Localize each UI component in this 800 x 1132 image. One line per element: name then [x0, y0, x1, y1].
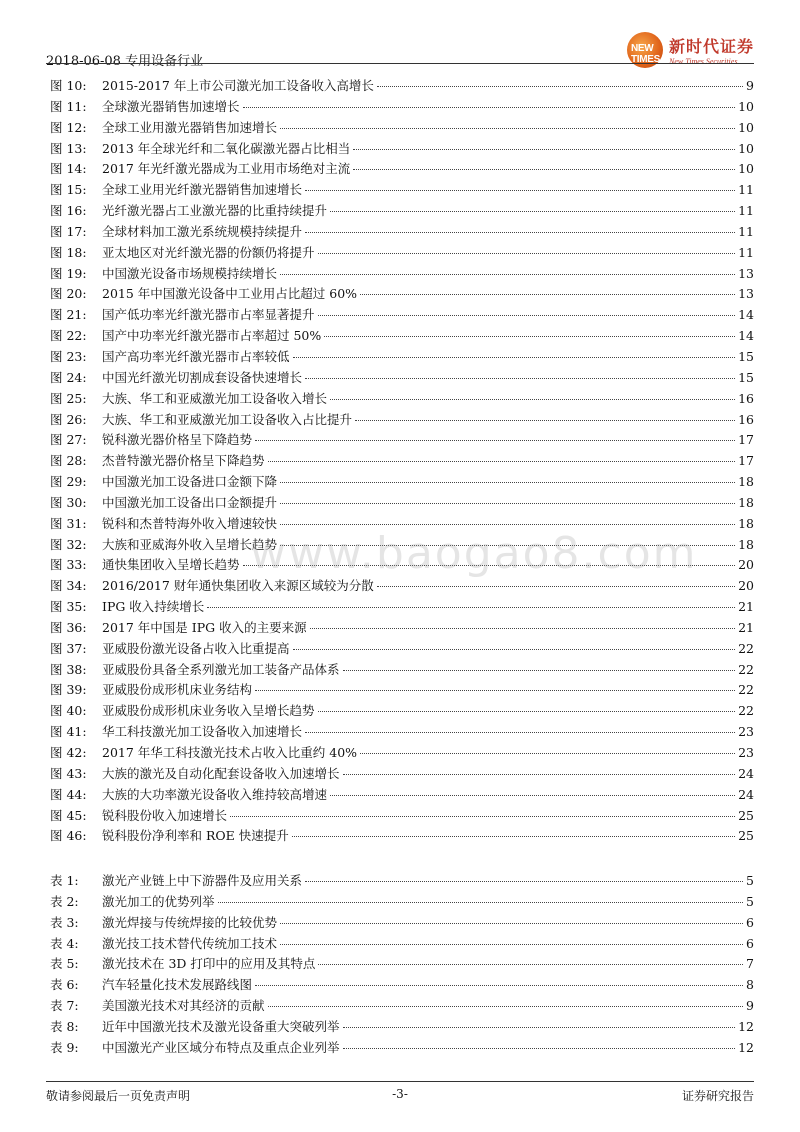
- entry-page-number: 18: [738, 515, 754, 531]
- dot-leader: [377, 586, 735, 587]
- entry-title: 光纤激光器占工业激光器的比重持续提升: [102, 203, 328, 219]
- entry-title: 2013 年全球光纤和二氧化碳激光器占比相当: [102, 140, 351, 156]
- entry-title: 2017 年光纤激光器成为工业用市场绝对主流: [102, 161, 351, 177]
- table-entry[interactable]: [50, 996, 754, 1017]
- entry-page-number: 9: [746, 998, 754, 1014]
- dot-leader: [355, 420, 735, 421]
- dot-leader: [343, 1048, 736, 1049]
- table-entry[interactable]: [50, 1017, 754, 1038]
- entry-label: 图 18:: [50, 244, 87, 260]
- figure-entry[interactable]: [50, 722, 754, 743]
- entry-title: 锐科股份净利率和 ROE 快速提升: [102, 828, 289, 844]
- figure-entry[interactable]: [50, 305, 754, 326]
- dot-leader: [343, 774, 736, 775]
- figure-entry[interactable]: [50, 222, 754, 243]
- entry-label: 图 38:: [50, 661, 87, 677]
- entry-title: 美国激光技术对其经济的贡献: [102, 998, 265, 1014]
- dot-leader: [293, 649, 736, 650]
- entry-label: 图 11:: [50, 98, 87, 114]
- entry-page-number: 11: [738, 223, 754, 239]
- dot-leader: [305, 732, 735, 733]
- figure-entry[interactable]: [50, 97, 754, 118]
- dot-leader: [268, 461, 736, 462]
- logo-chinese-name: 新时代证券: [668, 37, 754, 56]
- dot-leader: [330, 211, 735, 212]
- entry-page-number: 12: [738, 1018, 754, 1034]
- figure-entry[interactable]: [50, 159, 754, 180]
- entry-page-number: 22: [738, 640, 754, 656]
- entry-page-number: 11: [738, 203, 754, 219]
- entry-page-number: 18: [738, 494, 754, 510]
- dot-leader: [255, 440, 735, 441]
- report-type: 证券研究报告: [681, 1089, 754, 1103]
- entry-title: 华工科技激光加工设备收入加速增长: [102, 724, 303, 740]
- entry-page-number: 14: [738, 328, 754, 344]
- entry-page-number: 18: [738, 474, 754, 490]
- entry-label: 图 12:: [50, 119, 87, 135]
- dot-leader: [324, 336, 735, 337]
- entry-title: 全球材料加工激光系统规模持续提升: [102, 223, 303, 239]
- figure-entry[interactable]: [50, 764, 754, 785]
- entry-page-number: 7: [746, 956, 754, 972]
- entry-page-number: 16: [738, 390, 754, 406]
- entry-title: 锐科股份收入加速增长: [102, 807, 228, 823]
- figure-entry[interactable]: [50, 410, 754, 431]
- entry-label: 图 46:: [50, 828, 87, 844]
- entry-page-number: 24: [738, 786, 754, 802]
- entry-title: 激光产业链上中下游器件及应用关系: [102, 873, 303, 888]
- entry-page-number: 21: [738, 599, 754, 615]
- dot-leader: [230, 816, 735, 817]
- dot-leader: [353, 169, 735, 170]
- entry-page-number: 17: [738, 453, 754, 469]
- entry-title: 国产低功率光纤激光器市占率显著提升: [102, 307, 315, 323]
- entry-page-number: 13: [738, 265, 754, 281]
- dot-leader: [268, 1006, 744, 1007]
- entry-label: 图 10:: [50, 78, 87, 93]
- entry-title: 中国激光加工设备出口金额提升: [102, 494, 278, 510]
- dot-leader: [305, 378, 735, 379]
- entry-title: 国产中功率光纤激光器市占率超过 50%: [102, 328, 322, 344]
- entry-title: 国产高功率光纤激光器市占率较低: [102, 348, 290, 364]
- entry-label: 图 34:: [50, 578, 87, 594]
- report-date-industry: 2018-06-08 专用设备行业: [46, 54, 204, 69]
- figure-entry[interactable]: [50, 430, 754, 451]
- figure-entry[interactable]: [50, 76, 754, 97]
- entry-label: 表 5:: [50, 956, 79, 972]
- figure-entry[interactable]: [50, 597, 754, 618]
- entry-page-number: 6: [746, 914, 754, 930]
- table-entry[interactable]: [50, 871, 754, 892]
- entry-label: 图 19:: [50, 265, 87, 281]
- entry-title: 激光焊接与传统焊接的比较优势: [102, 914, 278, 930]
- entry-page-number: 14: [738, 307, 754, 323]
- entry-label: 图 20:: [50, 286, 87, 302]
- entry-label: 图 24:: [50, 369, 87, 385]
- figure-entry[interactable]: [50, 347, 754, 368]
- watermark: www.baogao8.com: [250, 528, 698, 579]
- entry-title: 2017 年华工科技激光技术占收入比重约 40%: [102, 745, 358, 760]
- entry-label: 表 7:: [50, 998, 79, 1014]
- figure-entry[interactable]: [50, 472, 754, 493]
- entry-page-number: 22: [738, 682, 754, 698]
- table-entry[interactable]: [50, 934, 754, 955]
- figure-entry[interactable]: [50, 180, 754, 201]
- dot-leader: [318, 964, 743, 965]
- entry-page-number: 18: [738, 536, 754, 552]
- dot-leader: [218, 902, 744, 903]
- entry-title: 亚太地区对光纤激光器的份额仍将提升: [102, 244, 315, 260]
- entry-label: 表 2:: [50, 893, 79, 909]
- entry-title: 亚威股份成形机床业务结构: [102, 682, 253, 698]
- dot-leader: [310, 628, 736, 629]
- dot-leader: [330, 399, 735, 400]
- entry-title: 锐科激光器价格呈下降趋势: [102, 432, 253, 448]
- dot-leader: [377, 86, 743, 87]
- entry-page-number: 13: [738, 286, 754, 302]
- entry-label: 图 37:: [50, 640, 87, 656]
- table-index-list: [50, 871, 754, 1059]
- page-number: -3-: [392, 1087, 408, 1101]
- figure-entry[interactable]: [50, 785, 754, 806]
- entry-page-number: 16: [738, 411, 754, 427]
- entry-title: 中国激光加工设备进口金额下降: [102, 474, 278, 490]
- figure-entry[interactable]: [50, 493, 754, 514]
- entry-label: 图 39:: [50, 682, 87, 698]
- dot-leader: [360, 753, 735, 754]
- entry-label: 图 27:: [50, 432, 87, 448]
- dot-leader: [343, 670, 736, 671]
- entry-label: 表 8:: [50, 1018, 79, 1034]
- dot-leader: [255, 690, 735, 691]
- entry-label: 图 36:: [50, 619, 87, 635]
- entry-page-number: 11: [738, 244, 754, 260]
- entry-label: 图 16:: [50, 203, 87, 219]
- footer-divider: [46, 1081, 754, 1082]
- entry-title: IPG 收入持续增长: [102, 599, 205, 615]
- dot-leader: [207, 607, 735, 608]
- entry-title: 激光技工技术替代传统加工技术: [102, 935, 278, 951]
- entry-title: 大族的激光及自动化配套设备收入加速增长: [102, 765, 340, 781]
- entry-title: 通快集团收入呈增长趋势: [102, 557, 240, 573]
- entry-label: 表 3:: [50, 914, 79, 930]
- entry-label: 表 6:: [50, 977, 79, 993]
- entry-label: 图 29:: [50, 474, 87, 490]
- entry-title: 2015 年中国激光设备中工业用占比超过 60%: [102, 286, 358, 302]
- entry-page-number: 9: [746, 78, 754, 93]
- dot-leader: [318, 711, 736, 712]
- entry-label: 表 4:: [50, 935, 79, 951]
- dot-leader: [318, 253, 736, 254]
- entry-page-number: 11: [738, 182, 754, 198]
- entry-page-number: 15: [738, 348, 754, 364]
- entry-page-number: 15: [738, 369, 754, 385]
- figure-entry[interactable]: [50, 660, 754, 681]
- figure-entry[interactable]: [50, 326, 754, 347]
- dot-leader: [330, 795, 735, 796]
- entry-label: 图 43:: [50, 765, 87, 781]
- entry-label: 图 21:: [50, 307, 87, 323]
- entry-title: 亚威股份具备全系列激光加工装备产品体系: [102, 661, 340, 677]
- entry-label: 表 1:: [50, 873, 79, 888]
- figure-entry[interactable]: [50, 680, 754, 701]
- dot-leader: [280, 482, 735, 483]
- entry-label: 图 32:: [50, 536, 87, 552]
- table-entry[interactable]: [50, 954, 754, 975]
- entry-title: 2015-2017 年上市公司激光加工设备收入高增长: [102, 78, 374, 93]
- entry-page-number: 23: [738, 724, 754, 740]
- entry-title: 大族的大功率激光设备收入维持较高增速: [102, 786, 328, 802]
- figure-entry[interactable]: [50, 139, 754, 160]
- figure-entry[interactable]: [50, 264, 754, 285]
- entry-title: 2017 年中国是 IPG 收入的主要来源: [102, 619, 307, 635]
- entry-page-number: 10: [738, 140, 754, 156]
- entry-page-number: 8: [746, 977, 754, 993]
- entry-page-number: 5: [746, 893, 754, 909]
- figure-entry[interactable]: [50, 576, 754, 597]
- entry-title: 中国激光设备市场规模持续增长: [102, 265, 278, 281]
- entry-label: 图 40:: [50, 703, 87, 719]
- figure-entry[interactable]: [50, 639, 754, 660]
- entry-title: 近年中国激光技术及激光设备重大突破列举: [102, 1018, 340, 1034]
- table-entry[interactable]: [50, 975, 754, 996]
- entry-title: 亚威股份成形机床业务收入呈增长趋势: [102, 703, 315, 719]
- logo-english-name: New Times Securities: [668, 57, 738, 66]
- entry-page-number: 22: [738, 661, 754, 677]
- disclaimer-note: 敬请参阅最后一页免责声明: [46, 1089, 191, 1103]
- entry-label: 图 26:: [50, 411, 87, 427]
- entry-title: 全球工业用光纤激光器销售加速增长: [102, 182, 303, 198]
- dot-leader: [305, 190, 735, 191]
- dot-leader: [360, 294, 735, 295]
- entry-page-number: 10: [738, 161, 754, 177]
- entry-title: 大族和亚威海外收入呈增长趋势: [102, 536, 278, 552]
- entry-label: 图 14:: [50, 161, 87, 177]
- entry-label: 图 35:: [50, 599, 87, 615]
- figure-entry[interactable]: [50, 618, 754, 639]
- entry-label: 图 44:: [50, 786, 87, 802]
- figure-entry[interactable]: [50, 389, 754, 410]
- entry-label: 图 41:: [50, 724, 87, 740]
- dot-leader: [293, 357, 736, 358]
- dot-leader: [318, 315, 736, 316]
- entry-title: 杰普特激光器价格呈下降趋势: [102, 453, 265, 469]
- entry-title: 汽车轻量化技术发展路线图: [102, 977, 253, 993]
- entry-title: 全球激光器销售加速增长: [102, 98, 240, 114]
- entry-label: 图 22:: [50, 328, 87, 344]
- figure-entry[interactable]: [50, 451, 754, 472]
- entry-label: 图 28:: [50, 453, 87, 469]
- entry-page-number: 5: [746, 873, 754, 888]
- entry-title: 大族、华工和亚威激光加工设备收入占比提升: [102, 411, 353, 427]
- entry-label: 表 9:: [50, 1039, 79, 1055]
- entry-label: 图 33:: [50, 557, 87, 573]
- entry-title: 中国激光产业区域分布特点及重点企业列举: [102, 1039, 340, 1055]
- figure-entry[interactable]: [50, 118, 754, 139]
- entry-title: 全球工业用激光器销售加速增长: [102, 119, 278, 135]
- entry-page-number: 20: [738, 578, 754, 594]
- table-entry[interactable]: [50, 892, 754, 913]
- entry-title: 激光加工的优势列举: [102, 893, 215, 909]
- dot-leader: [305, 881, 743, 882]
- entry-label: 图 25:: [50, 390, 87, 406]
- dot-leader: [280, 524, 735, 525]
- logo-emblem-icon: NEW TIMES: [627, 32, 663, 68]
- entry-label: 图 30:: [50, 494, 87, 510]
- dot-leader: [280, 503, 735, 504]
- dot-leader: [305, 232, 735, 233]
- entry-title: 大族、华工和亚威激光加工设备收入增长: [102, 390, 328, 406]
- entry-page-number: 10: [738, 119, 754, 135]
- entry-label: 图 13:: [50, 140, 87, 156]
- entry-page-number: 17: [738, 432, 754, 448]
- table-entry[interactable]: [50, 1038, 754, 1059]
- figure-index-list: [50, 76, 754, 847]
- figure-entry[interactable]: [50, 806, 754, 827]
- entry-title: 锐科和杰普特海外收入增速较快: [102, 515, 278, 531]
- entry-label: 图 31:: [50, 515, 87, 531]
- dot-leader: [280, 923, 743, 924]
- figure-entry[interactable]: [50, 243, 754, 264]
- page-footer: [46, 1087, 754, 1105]
- entry-label: 图 17:: [50, 223, 87, 239]
- entry-page-number: 23: [738, 745, 754, 760]
- entry-page-number: 12: [738, 1039, 754, 1055]
- entry-label: 图 45:: [50, 807, 87, 823]
- dot-leader: [243, 107, 736, 108]
- entry-page-number: 25: [738, 828, 754, 844]
- entry-page-number: 6: [746, 935, 754, 951]
- dot-leader: [280, 944, 743, 945]
- header-divider: [46, 63, 754, 64]
- entry-page-number: 25: [738, 807, 754, 823]
- entry-page-number: 21: [738, 619, 754, 635]
- entry-title: 亚威股份激光设备占收入比重提高: [102, 640, 290, 656]
- entry-title: 2016/2017 财年通快集团收入来源区域较为分散: [102, 578, 374, 594]
- figure-entry[interactable]: [50, 284, 754, 305]
- entry-page-number: 24: [738, 765, 754, 781]
- figure-entry[interactable]: [50, 701, 754, 722]
- figure-entry[interactable]: [50, 826, 754, 847]
- entry-label: 图 42:: [50, 745, 87, 760]
- dot-leader: [343, 1027, 736, 1028]
- dot-leader: [353, 149, 735, 150]
- dot-leader: [255, 985, 743, 986]
- table-entry[interactable]: [50, 913, 754, 934]
- figure-entry[interactable]: [50, 368, 754, 389]
- entry-title: 激光技术在 3D 打印中的应用及其特点: [102, 956, 316, 972]
- entry-title: 中国光纤激光切割成套设备快速增长: [102, 369, 303, 385]
- entry-page-number: 20: [738, 557, 754, 573]
- dot-leader: [280, 128, 735, 129]
- figure-entry[interactable]: [50, 201, 754, 222]
- dot-leader: [292, 836, 735, 837]
- dot-leader: [280, 274, 735, 275]
- figure-entry[interactable]: [50, 743, 754, 764]
- entry-page-number: 10: [738, 98, 754, 114]
- entry-label: 图 15:: [50, 182, 87, 198]
- entry-page-number: 22: [738, 703, 754, 719]
- entry-label: 图 23:: [50, 348, 87, 364]
